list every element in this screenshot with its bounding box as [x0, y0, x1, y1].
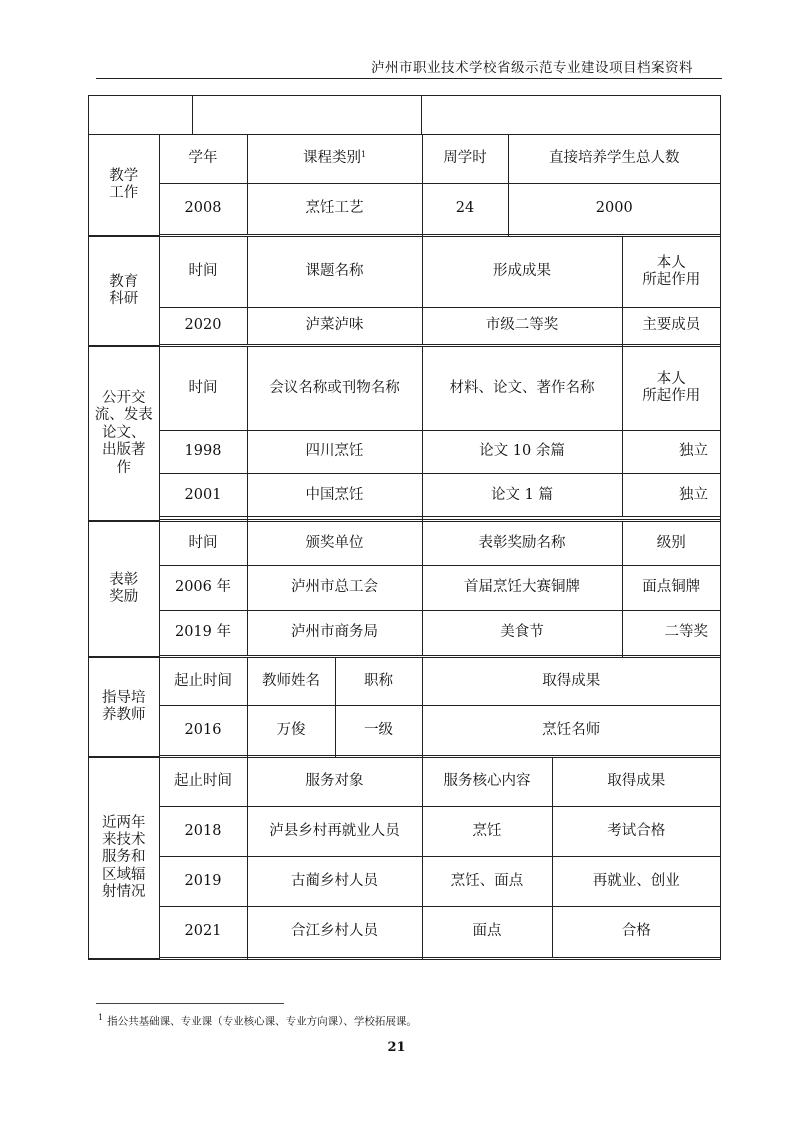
table-row: 2019 年 泸州市商务局 美食节 二等奖 — [89, 610, 720, 655]
publications-section: 公开交 流、发表 论文、 出版著 作 时间 会议名称或刊物名称 材料、论文、著作名称 本人 所起作用 1998 四川烹饪 论文 10 余篇 独立 2001 中国烹饪 论文 1 篇 独立 — [88, 346, 721, 522]
awards-section: 表彰 奖励 时间 颁奖单位 表彰奖励名称 级别 2006 年 泸州市总工会 首届烹饪大赛铜牌 面点铜牌 2019 年 泸州市商务局 美食节 二等奖 — [88, 521, 721, 658]
header-course-type: 课程类别$^1$ — [247, 135, 422, 184]
table-row: 2019 古蔺乡村人员 烹饪、面点 再就业、创业 — [89, 857, 720, 907]
header-weekly-hours: 周学时 — [422, 135, 508, 184]
table-row: 2006 年 泸州市总工会 首届烹饪大赛铜牌 面点铜牌 — [89, 566, 720, 611]
header-rule — [96, 78, 722, 79]
teaching-section — [88, 134, 721, 237]
mentoring-category: 指导培 养教师 — [89, 658, 159, 757]
document-header: 泸州市职业技术学校省级示范专业建设项目档案资料 — [371, 60, 693, 76]
header-year: 学年 — [159, 135, 247, 184]
table-row: 2018 泸县乡村再就业人员 烹饪 考试合格 — [89, 807, 720, 857]
mentoring-section: 指导培 养教师 起止时间 教师姓名 职称 取得成果 2016 万俊 一级 烹饪名师 — [88, 657, 721, 758]
publications-category: 公开交 流、发表 论文、 出版著 作 — [89, 347, 159, 521]
page-number: 21 — [387, 1040, 406, 1055]
awards-category: 表彰 奖励 — [89, 522, 159, 657]
services-category: 近两年 来技术 服务和 区域辐 射情况 — [89, 758, 159, 959]
header-role: 本人 所起作用 — [622, 237, 720, 308]
research-category: 教育 科研 — [89, 237, 159, 346]
blank-top-row — [88, 95, 721, 135]
header-role: 本人 所起作用 — [622, 347, 720, 430]
table-row: 1998 四川烹饪 论文 10 余篇 独立 — [89, 430, 720, 473]
footnote-rule — [96, 1003, 284, 1004]
table-row: 2008 烹饪工艺 24 2000 — [89, 184, 720, 234]
research-section: 教育 科研 时间 课题名称 形成成果 本人 所起作用 2020 泸菜泸味 市级二等奖 主要成员 — [88, 236, 721, 347]
table-row: 2016 万俊 一级 烹饪名师 — [89, 706, 720, 755]
table-row — [89, 957, 720, 958]
table-row: 2021 合江乡村人员 面点 合格 — [89, 907, 720, 957]
teaching-category: 教学 工作 — [89, 135, 159, 236]
services-section: 近两年 来技术 服务和 区域辐 射情况 起止时间 服务对象 服务核心内容 取得成果 2018 泸县乡村再就业人员 烹饪 考试合格 2019 古蔺乡村人员 烹饪、面点 再就业、创业 2021 合江乡村人员 面点 合格 — [88, 757, 721, 960]
table-row: 2001 中国烹饪 论文 1 篇 独立 — [89, 474, 720, 517]
table-row: 2020 泸菜泸味 市级二等奖 主要成员 — [89, 308, 720, 345]
footnote: $^1$ 指公共基础课、专业课（专业核心课、专业方向课）、学校拓展课。 — [98, 1013, 417, 1028]
header-student-total: 直接培养学生总人数 — [508, 135, 720, 184]
footnote-ref: 1 — [360, 150, 367, 160]
